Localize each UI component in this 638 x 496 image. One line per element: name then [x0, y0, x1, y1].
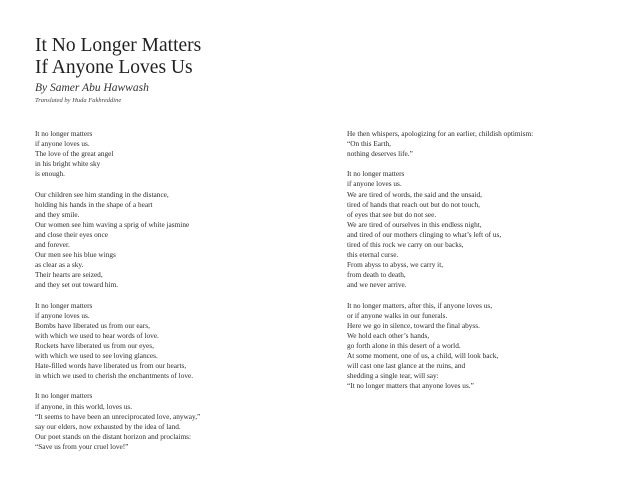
poem-line: as clear as a sky.: [35, 260, 84, 270]
poem-title-line-1: It No Longer Matters: [35, 35, 202, 56]
poem-line: if anyone loves us.: [35, 310, 90, 320]
poem-line: Our children see him standing in the distance,: [35, 189, 169, 199]
poem-line: with which we used to see loving glances.: [35, 351, 158, 361]
poem-line: Our women see him waving a sprig of white jasmine: [35, 219, 190, 229]
stanza: [347, 169, 617, 290]
poem-line: go forth alone in this desert of a world.: [347, 340, 461, 350]
poem-title-line-2: If Anyone Loves Us: [35, 57, 193, 78]
poem-line: of eyes that see but do not see.: [347, 209, 437, 219]
poem-line: and we never arrive.: [347, 280, 407, 290]
poem-line: if anyone loves us.: [347, 179, 402, 189]
stanza: [347, 129, 617, 159]
right-column: [347, 129, 617, 402]
poem-line: this eternal curse.: [347, 250, 399, 260]
poem-line: We are tired of words, the said and the unsaid,: [347, 189, 482, 199]
poem-line: Our men see his blue wings: [35, 250, 116, 260]
poem-line: “It no longer matters that anyone loves us.”: [347, 381, 474, 391]
poem-line: in his bright white sky: [35, 159, 101, 169]
stanza: [35, 190, 305, 291]
poem-title: [35, 35, 201, 79]
poem-line: Bombs have liberated us from our ears,: [35, 320, 150, 330]
poem-line: We are tired of ourselves in this endless night,: [347, 219, 482, 229]
stanza: [347, 301, 617, 392]
stanza: [35, 301, 305, 382]
poem-line: From abyss to abyss, we carry it,: [347, 260, 444, 270]
poem-line: and they set out toward him.: [35, 280, 119, 290]
poem-line: “On this Earth,: [347, 139, 391, 149]
poem-line: or if anyone walks in our funerals.: [347, 310, 448, 320]
poem-line: It no longer matters, after this, if anyone loves us,: [347, 300, 493, 310]
poem-line: tired of this rock we carry on our backs,: [347, 240, 464, 250]
poem-line: and they smile.: [35, 209, 80, 219]
poem-line: “It seems to have been an unreciprocated love, anyway,”: [35, 411, 201, 421]
left-column: [35, 129, 305, 462]
poem-line: Rockets have liberated us from our eyes,: [35, 340, 154, 350]
poem-line: It no longer matters: [35, 300, 93, 310]
poem-line: will cast one last glance at the ruins, and: [347, 361, 466, 371]
poem-line: say our elders, now exhausted by the idea of land.: [35, 421, 181, 431]
poem-line: Our poet stands on the distant horizon and proclaims:: [35, 431, 192, 441]
poem-line: Hate-filled words have liberated us from our hearts,: [35, 361, 187, 371]
poem-line: The love of the great angel: [35, 149, 114, 159]
stanza: [35, 391, 305, 452]
poem-line: with which we used to hear words of love.: [35, 330, 159, 340]
poem-line: nothing deserves life.”: [347, 149, 413, 159]
poem-line: and close their eyes once: [35, 229, 108, 239]
poem-line: in which we used to cherish the enchantments of love.: [35, 371, 194, 381]
translator-credit: Translated by Huda Fakhreddine: [35, 97, 122, 104]
poem-line: It no longer matters: [35, 129, 93, 138]
poem-line: and tired of our mothers clinging to what’s left of us,: [347, 229, 502, 239]
poem-line: tired of hands that reach out but do not touch,: [347, 199, 480, 209]
poem-line: At some moment, one of us, a child, will look back,: [347, 351, 499, 361]
poem-line: is enough.: [35, 169, 65, 179]
author-byline: By Samer Abu Hawwash: [35, 82, 149, 94]
poem-line: He then whispers, apologizing for an earlier, childish optimism:: [347, 129, 534, 138]
poem-line: from death to death,: [347, 270, 406, 280]
poem-line: It no longer matters: [347, 169, 405, 179]
poem-line: and forever.: [35, 240, 70, 250]
poem-line: holding his hands in the shape of a heart: [35, 199, 153, 209]
poem-line: if anyone, in this world, loves us.: [35, 401, 133, 411]
poem-line: Here we go in silence, toward the final abyss.: [347, 320, 480, 330]
poem-line: “Save us from your cruel love!”: [35, 441, 129, 451]
poem-line: Their hearts are seized,: [35, 270, 103, 280]
stanza: [35, 129, 305, 179]
poem-line: It no longer matters: [35, 391, 93, 401]
poem-line: if anyone loves us.: [35, 139, 90, 149]
poem-line: We hold each other’s hands,: [347, 330, 430, 340]
poem-line: shedding a single tear, will say:: [347, 371, 439, 381]
